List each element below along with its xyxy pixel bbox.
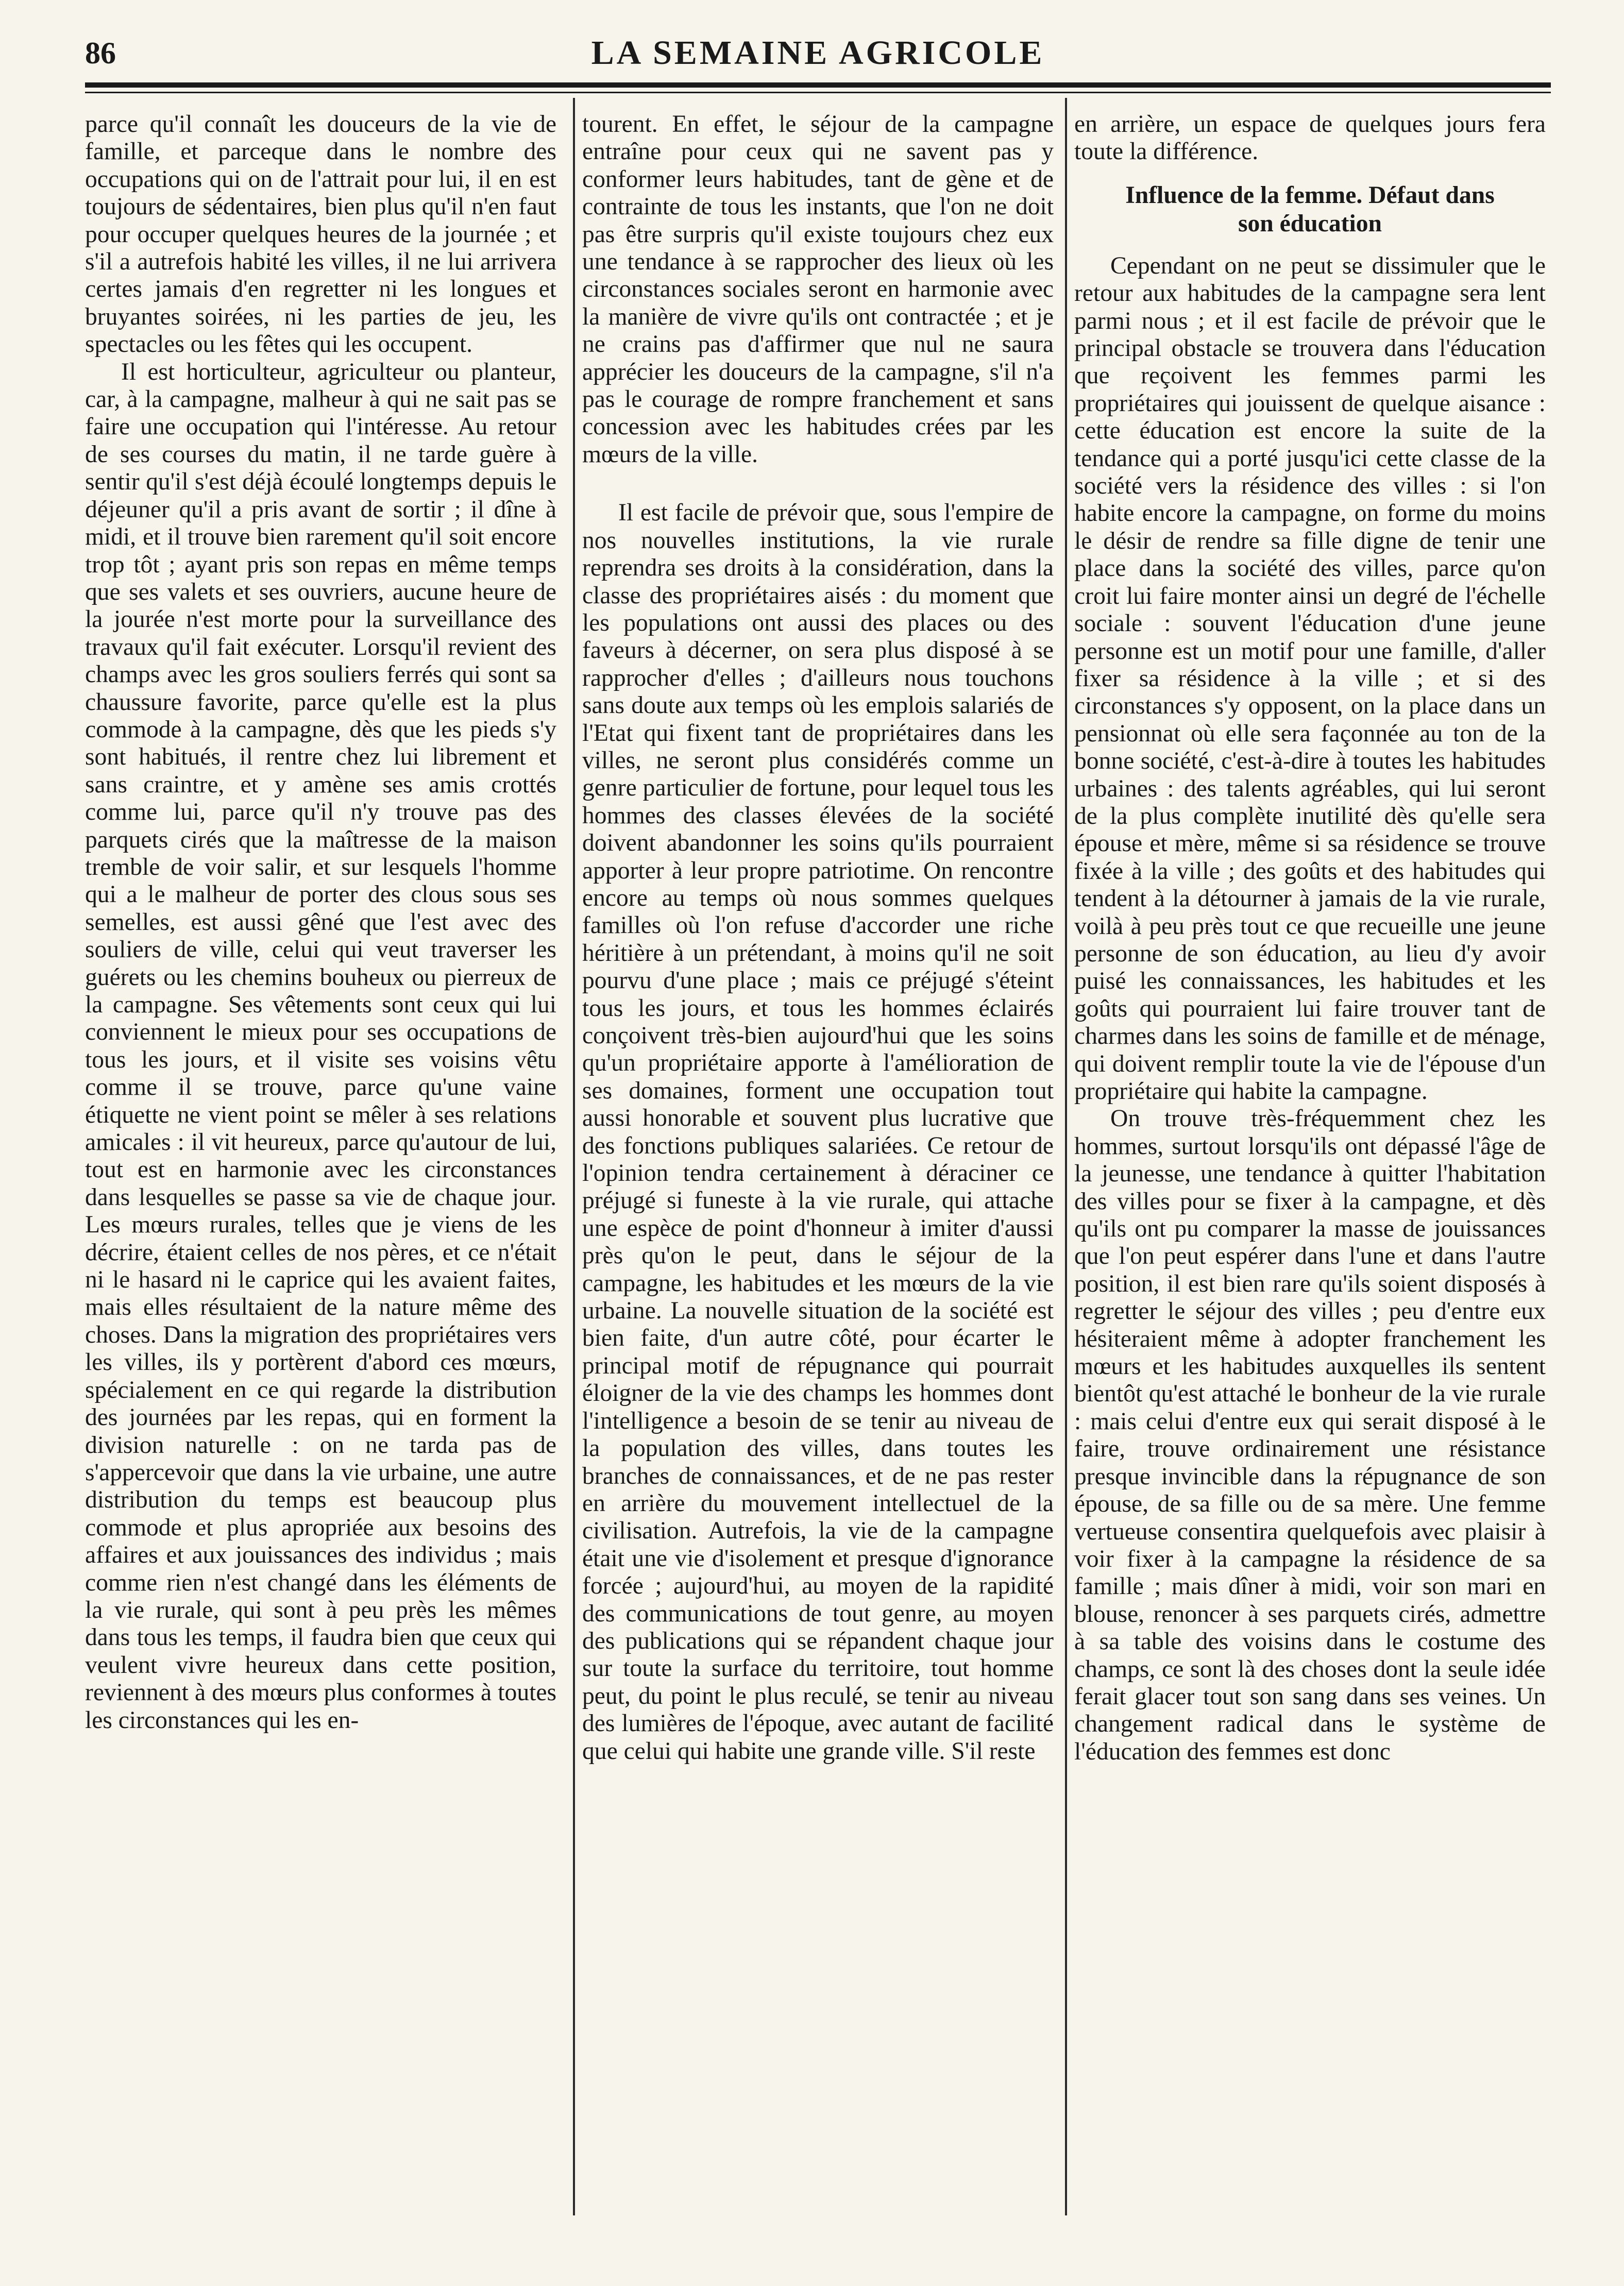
section-heading-line-2: son éducation (1238, 210, 1382, 237)
paragraph: On trouve très-fréquemment chez les hommes, surtout lorsqu'ils ont dépassé l'âge de la jeunesse, une tendance à quitter l'habitation des villes pour se fixer à la campagne, et dès qu'ils ont pu comparer la masse de jouissances que l'on peut espérer dans l'une et dans l'autre position, il est bien rare qu'ils soient disposés à regretter le séjour des villes ; peu d'entre eux hésiteraient même à adopter franchement les mœurs et les habitudes auxquelles ils sentent bientôt qu'est attaché le bonheur de la vie rurale : mais celui d'entre eux qui serait disposé à le faire, trouve ordinairement une résistance presque invincible dans la répugnance de son épouse, de sa fille ou de sa mère. Une femme vertueuse consentira quelquefois avec plaisir à voir fixer à la campagne la résidence de sa famille ; mais dîner à midi, voir son mari en blouse, renoncer à ses parquets cirés, admettre à sa table des voisins dans le costume des champs, ce sont là des choses dont la seule idée ferait glacer tout son sang dans ses veines. Un changement radical dans le système de l'éducation des femmes est donc (1074, 1105, 1546, 1765)
paragraph: en arrière, un espace de quelques jours fera toute la différence. (1074, 111, 1546, 165)
section-heading-line-1: Influence de la femme. Défaut dans (1125, 181, 1495, 209)
paragraph: Il est horticulteur, agriculteur ou planteur, car, à la campagne, malheur à qui ne sait pas se faire une occupation qui l'intéresse. Au retour de ses courses du matin, il ne tarde guère à sentir qu'il s'est déjà écoulé longtemps depuis le déjeuner qu'il a pris avant de sortir ; il dîne à midi, et il trouve bien rarement qu'il soit encore trop tôt ; ayant pris son repas en même temps que ses valets et ses ouvriers, aucune heure de la jourée n'est morte pour la surveillance des travaux qu'il fait exécuter. Lorsqu'il revient des champs avec les gros souliers ferrés qui sont sa chaussure favorite, parce qu'elle est la plus commode à la campagne, dès que les pieds s'y sont habitués, il rentre chez lui librement et sans craintre, et y amène ses amis crottés comme lui, parce qu'il n'y trouve pas des parquets cirés que la maîtresse de la maison tremble de voir salir, et sur lesquels l'homme qui a le malheur de porter des clous sous ses semelles, est aussi gêné que l'est avec des souliers de ville, celui qui veut traverser les guérets ou les chemins bouheux ou pierreux de la campagne. Ses vêtements sont ceux qui lui conviennent le mieux pour ses occupations de tous les jours, et il visite ses voisins vêtu comme il se trouve, parce qu'une vaine étiquette ne vient point se mêler à ses relations amicales : il vit heureux, parce qu'autour de lui, tout est en harmonie avec les circonstances dans lesquelles se passe sa vie de chaque jour. Les mœurs rurales, telles que je viens de les décrire, étaient celles de nos pères, et ce n'était ni le hasard ni le caprice qui les avaient faites, mais elles résultaient de la nature même des choses. Dans la migration des propriétaires vers les villes, ils y portèrent d'abord ces mœurs, spécialement en ce qui regarde la distribution des journées par les repas, qui en forment la division naturelle : on ne tarda pas de s'appercevoir que dans la vie urbaine, une autre distribution du temps est beaucoup plus commode et plus apropriée aux besoins des affaires et aux jouissances des individus ; mais comme rien n'est changé dans les éléments de la vie rurale, qui sont à peu près les mêmes dans tous les temps, il faudra bien que ceux qui veulent vivre heureux dans cette position, reviennent à des mœurs plus conformes à toutes les circonstances qui les en- (85, 358, 556, 1734)
section-heading (1074, 181, 1546, 238)
paragraph: tourent. En effet, le séjour de la campagne entraîne pour ceux qui ne savent pas y conformer leurs habitudes, tant de gène et de contrainte de tous les instants, que l'on ne doit pas être surpris qu'il existe toujours chez eux une tendance à se rapprocher des lieux où les circonstances sociales seront en harmonie avec la manière de vivre qu'ils ont contractée ; et je ne crains pas d'affirmer que nul ne saura apprécier les douceurs de la campagne, s'il n'a pas le courage de rompre franchement et sans concession avec les habitudes crées par les mœurs de la ville. (582, 111, 1054, 468)
paragraph: Il est facile de prévoir que, sous l'empire de nos nouvelles institutions, la vie rurale reprendra ses droits à la considération, dans la classe des propriétaires aisés : du moment que les populations ont aussi des places ou des faveurs à décerner, on sera plus disposé à se rapprocher d'elles ; d'ailleurs nous touchons sans doute aux temps où les emplois salariés de l'Etat qui fixent tant de propriétaires dans les villes, ne seront plus considérés comme un genre particulier de fortune, pour lequel tous les hommes des classes élevées de la société doivent abandonner les soins qu'ils pourraient apporter à leur propre patriotime. On rencontre encore au temps où nous sommes quelques familles où l'on refuse d'accorder une riche héritière à un prétendant, à moins qu'il ne soit pourvu d'une place ; mais ce préjugé s'éteint tous les jours, et tous les hommes éclairés conçoivent très-bien aujourd'hui que les soins qu'un propriétaire apporte à l'amélioration de ses domaines, forment une occupation tout aussi honorable et souvent plus lucrative que des fonctions publiques salariées. Ce retour de l'opinion tendra certainement à déraciner ce préjugé si funeste à la vie rurale, qui attache une espèce de point d'honneur à imiter d'aussi près qu'on le peut, dans le séjour de la campagne, les habitudes et les mœurs de la vie urbaine. La nouvelle situation de la société est bien faite, d'un autre côté, pour écarter le principal motif de répugnance qui pourrait éloigner de la vie des champs les hommes dont l'intelligence a besoin de se tenir au niveau de la population des villes, dans toutes les branches de connaissances, et de ne pas rester en arrière du mouvement intellectuel de la civilisation. Autrefois, la vie de la campagne était une vie d'isolement et presque d'ignorance forcée ; aujourd'hui, au moyen de la rapidité des communications de tout genre, au moyen des publications qui se répandent chaque jour sur toute la surface du territoire, tout homme peut, du point le plus reculé, se tenir au niveau des lumières de l'époque, avec autant de facilité que celui qui habite une grande ville. S'il reste (582, 499, 1054, 1765)
column-divider-1 (573, 98, 575, 2215)
page-header (85, 30, 1551, 76)
journal-title: LA SEMAINE AGRICOLE (591, 34, 1045, 72)
column-divider-2 (1065, 98, 1067, 2215)
page-number: 86 (85, 36, 116, 70)
article-column-3 (1074, 111, 1546, 1766)
paragraph: parce qu'il connaît les douceurs de la vie de famille, et parceque dans le nombre des occupations qui on de l'attrait pour lui, il en est toujours de sédentaires, bien plus qu'il n'en faut pour occuper quelques heures de la journée ; et s'il a autrefois habité les villes, il ne lui arrivera certes jamais d'en regretter ni les longues et bruyantes soirées, ni les parties de jeu, les spectacles ou les fêtes qui les occupent. (85, 111, 556, 358)
article-column-2 (582, 111, 1054, 1765)
header-rule-thick (85, 82, 1551, 88)
paragraph: Cependant on ne peut se dissimuler que le retour aux habitudes de la campagne sera lent parmi nous ; et il est facile de prévoir que le principal obstacle se trouvera dans l'éducation que reçoivent les femmes parmi les propriétaires qui jouissent de quelque aisance : cette éducation est encore la suite de la tendance qui a porté jusqu'ici cette classe de la société vers la résidence des villes : si l'on habite encore la campagne, on forme du moins le désir de rendre sa fille digne de tenir une place dans la société des villes, parce qu'on croit lui faire monter ainsi un degré de l'échelle sociale : souvent l'éducation d'une jeune personne est un motif pour une famille, d'aller fixer sa résidence à la ville ; et si des circonstances s'y opposent, on la place dans un pensionnat où elle sera façonnée au ton de la bonne société, c'est-à-dire à toutes les habitudes urbaines : des talents agréables, qui lui seront de la plus complète inutilité dès qu'elle sera épouse et mère, même si sa résidence se trouve fixée à la ville ; des goûts et des habitudes qui tendent à la détourner à jamais de la vie rurale, voilà à peu près tout ce que recueille une jeune personne de son éducation, au lieu d'y avoir puisé les connaissances, les habitudes et les goûts qui pourraient lui faire trouver tant de charmes dans les soins de famille et de ménage, qui doivent remplir toute la vie de l'épouse d'un propriétaire qui habite la campagne. (1074, 252, 1546, 1105)
header-rule-thin (85, 92, 1551, 93)
article-column-1 (85, 111, 556, 1734)
